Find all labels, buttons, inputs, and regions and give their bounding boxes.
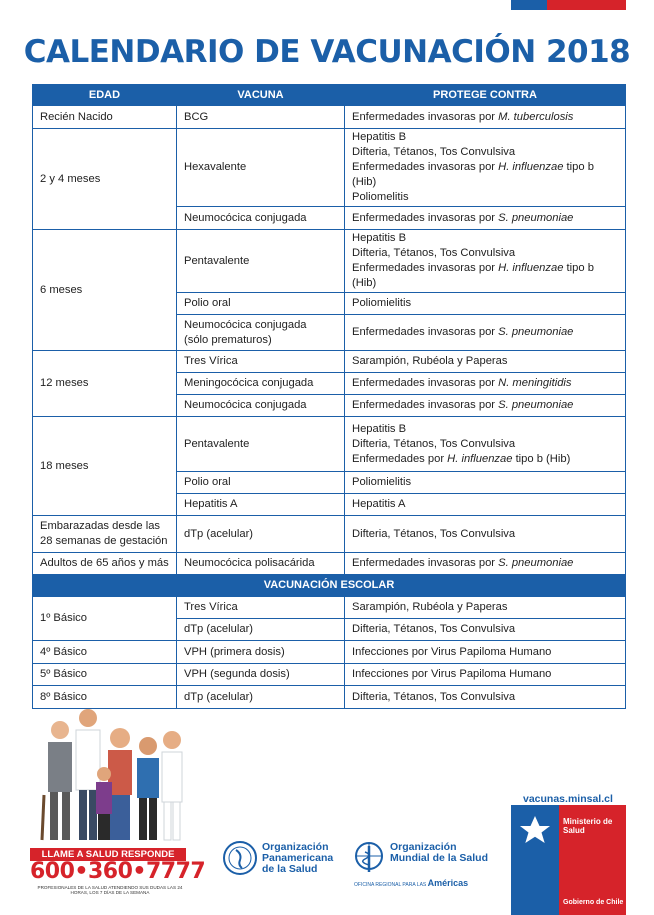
cell-protege: Infecciones por Virus Papiloma Humano	[345, 641, 626, 664]
page-title: CALENDARIO DE VACUNACIÓN 2018	[23, 34, 631, 70]
top-flag-stripe	[511, 0, 626, 10]
cell-protege	[345, 315, 626, 351]
chile-shield-icon	[515, 813, 555, 853]
cell-protege	[345, 207, 626, 230]
vaccination-table	[32, 84, 626, 709]
table-row	[33, 230, 626, 293]
cell-edad: 6 meses	[33, 230, 177, 351]
table-header-row	[33, 85, 626, 106]
cell-protege	[345, 373, 626, 395]
cell-edad: Adultos de 65 años y más	[33, 553, 177, 575]
ministerio-line: Salud	[563, 826, 585, 835]
cell-protege	[345, 230, 626, 293]
protege-text: Enfermedades invasoras por	[352, 211, 499, 224]
ops-line: de la Salud	[262, 863, 318, 875]
cell-protege: Poliomielitis	[345, 472, 626, 494]
cell-vacuna: Pentavalente	[177, 230, 345, 293]
cell-edad	[33, 516, 177, 553]
oms-region-small: OFICINA REGIONAL PARA LAS	[354, 882, 427, 888]
protege-line: Poliomelitis	[352, 191, 409, 203]
table-row	[33, 417, 626, 472]
salud-responde-block	[30, 700, 206, 895]
protege-line: Hepatitis B	[352, 131, 407, 143]
oms-line: Organización	[390, 841, 457, 853]
oms-region-big: Américas	[427, 878, 469, 888]
cell-vacuna: VPH (primera dosis)	[177, 641, 345, 664]
cell-vacuna: Polio oral	[177, 293, 345, 315]
cell-edad: 4º Básico	[33, 641, 177, 664]
edad-line: Embarazadas desde las	[40, 520, 161, 532]
section-header-row	[33, 575, 626, 597]
ops-logo	[222, 840, 352, 880]
cell-vacuna: Neumocócica conjugada	[177, 207, 345, 230]
pathogen-name: N. meningitidis	[498, 377, 572, 389]
protege-line: Difteria, Tétanos, Tos Convulsiva	[352, 146, 516, 158]
pathogen-name: S. pneumoniae	[498, 326, 574, 338]
protege-line: Hepatitis B	[352, 422, 407, 435]
oms-name	[390, 842, 488, 864]
table-row	[33, 516, 626, 553]
cell-vacuna: Tres Vírica	[177, 351, 345, 373]
gobierno-label: Gobierno de Chile	[563, 899, 624, 906]
cell-vacuna: Tres Vírica	[177, 597, 345, 619]
header-edad: EDAD	[33, 85, 177, 106]
protege-text: Enfermedades invasoras por	[352, 399, 499, 411]
table-row	[33, 351, 626, 373]
cell-protege: Difteria, Tétanos, Tos Convulsiva	[345, 516, 626, 553]
header-protege: PROTEGE CONTRA	[345, 85, 626, 106]
ministerio-name	[563, 817, 612, 835]
header-vacuna: VACUNA	[177, 85, 345, 106]
table-row	[33, 106, 626, 129]
cell-vacuna	[177, 315, 345, 351]
cell-vacuna: Meningocócica conjugada	[177, 373, 345, 395]
cell-protege	[345, 553, 626, 575]
ops-line: Organización	[262, 841, 329, 853]
cell-vacuna: Neumocócica conjugada	[177, 395, 345, 417]
cell-vacuna: Hexavalente	[177, 129, 345, 207]
protege-line	[352, 452, 618, 467]
cell-edad: 5º Básico	[33, 664, 177, 686]
ministerio-line: Ministerio de	[563, 817, 613, 826]
table-row	[33, 597, 626, 619]
phone-note: PROFESIONALES DE LA SALUD ATENDIENDO SUS DUDAS LAS 24 HORAS, LOS 7 DÍAS DE LA SEMANA	[37, 885, 183, 895]
protege-text: tipo b (Hib)	[352, 161, 594, 188]
vacuna-line: (sólo prematuros)	[184, 333, 272, 346]
protege-line	[352, 261, 618, 291]
cell-protege: Poliomielitis	[345, 293, 626, 315]
ministerio-salud-logo	[511, 805, 626, 915]
cell-protege	[345, 106, 626, 129]
pathogen-name: H. influenzae	[498, 262, 564, 274]
cell-edad: 1º Básico	[33, 597, 177, 641]
ops-globe-icon	[222, 840, 258, 876]
who-emblem-icon	[352, 840, 386, 876]
website-url: vacunas.minsal.cl	[523, 793, 613, 805]
table-row	[33, 664, 626, 686]
protege-text: Enfermedades invasoras por	[352, 557, 499, 569]
oms-region	[354, 878, 468, 888]
cell-protege: Hepatitis A	[345, 494, 626, 516]
cell-protege: Difteria, Tétanos, Tos Convulsiva	[345, 686, 626, 709]
protege-text: Enfermedades invasoras por	[352, 326, 499, 338]
cell-protege: Sarampión, Rubéola y Paperas	[345, 351, 626, 373]
protege-line: Hepatitis B	[352, 232, 407, 244]
protege-line	[352, 160, 618, 190]
ops-line: Panamericana	[262, 852, 334, 864]
cell-vacuna: VPH (segunda dosis)	[177, 664, 345, 686]
cell-protege	[345, 395, 626, 417]
table-row	[33, 553, 626, 575]
cell-edad: 8º Básico	[33, 686, 177, 709]
protege-line: Difteria, Tétanos, Tos Convulsiva	[352, 247, 516, 259]
pathogen-name: H. influenzae	[498, 161, 564, 173]
cell-protege	[345, 129, 626, 207]
cell-edad: 2 y 4 meses	[33, 129, 177, 230]
cell-vacuna: BCG	[177, 106, 345, 129]
cell-edad: 12 meses	[33, 351, 177, 417]
oms-line: Mundial de la Salud	[390, 852, 489, 864]
cell-edad: Recién Nacido	[33, 106, 177, 129]
pathogen-name: M. tuberculosis	[498, 110, 574, 123]
table-row	[33, 129, 626, 207]
cell-vacuna: Neumocócica polisacárida	[177, 553, 345, 575]
phone-number: 600•360•7777	[30, 859, 206, 884]
protege-text: Enfermedades invasoras por	[352, 377, 499, 389]
section-escolar-title: VACUNACIÓN ESCOLAR	[33, 575, 626, 597]
cell-vacuna: dTp (acelular)	[177, 686, 345, 709]
protege-text: tipo b (Hib)	[512, 452, 571, 465]
flag-blue-band	[511, 0, 547, 10]
protege-text: Enfermedades invasoras por	[352, 110, 499, 123]
cell-edad: 18 meses	[33, 417, 177, 516]
oms-logo	[352, 840, 492, 888]
pathogen-name: S. pneumoniae	[498, 211, 574, 224]
salud-responde-banner: LLAME A SALUD RESPONDE	[30, 848, 186, 861]
cell-vacuna: dTp (acelular)	[177, 516, 345, 553]
protege-text: Enfermedades invasoras por	[352, 262, 499, 274]
cell-vacuna: Hepatitis A	[177, 494, 345, 516]
flag-red-band	[547, 0, 626, 10]
cell-vacuna: dTp (acelular)	[177, 619, 345, 641]
edad-line: 28 semanas de gestación	[40, 535, 168, 547]
cell-protege: Sarampión, Rubéola y Paperas	[345, 597, 626, 619]
protege-text: Enfermedades por	[352, 452, 448, 465]
family-illustration	[38, 700, 188, 842]
vacuna-line: Neumocócica conjugada	[184, 318, 307, 331]
cell-protege: Difteria, Tétanos, Tos Convulsiva	[345, 619, 626, 641]
cell-protege: Infecciones por Virus Papiloma Humano	[345, 664, 626, 686]
protege-line: Difteria, Tétanos, Tos Convulsiva	[352, 437, 516, 450]
pathogen-name: S. pneumoniae	[498, 399, 574, 411]
cell-protege	[345, 417, 626, 472]
ops-name	[262, 842, 333, 875]
pathogen-name: S. pneumoniae	[498, 557, 574, 569]
table-row	[33, 641, 626, 664]
pathogen-name: H. influenzae	[447, 452, 513, 465]
protege-text: Enfermedades invasoras por	[352, 161, 499, 173]
protege-text: tipo b (Hib)	[352, 262, 594, 289]
cell-vacuna: Pentavalente	[177, 417, 345, 472]
cell-vacuna: Polio oral	[177, 472, 345, 494]
